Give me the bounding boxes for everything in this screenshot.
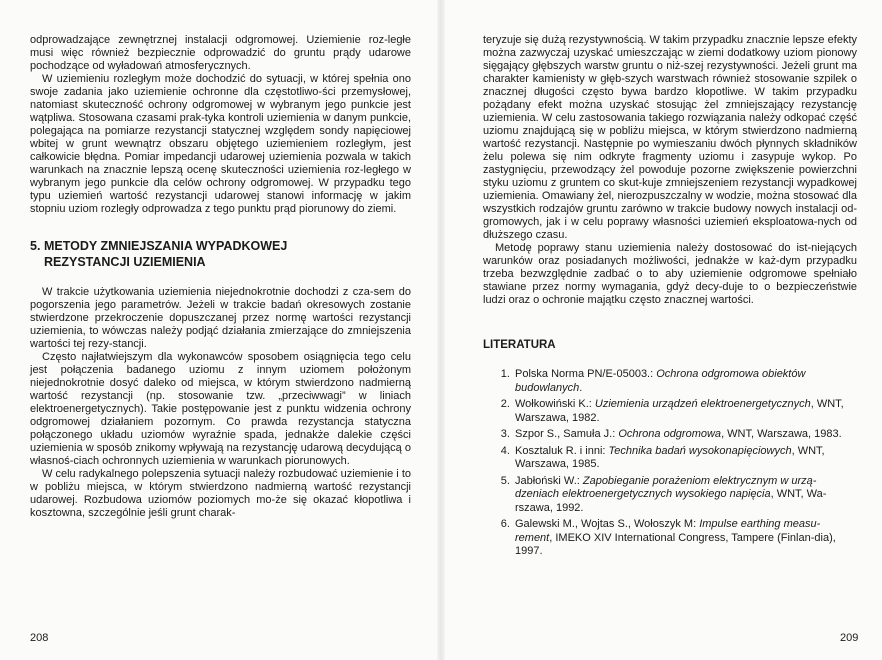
paragraph: W trakcie użytkowania uziemienia niejednokrotnie dochodzi z cza-sem do pogorszenia jego parametrów. Jeżeli w trakcie badań okresowych zostanie stwierdzone przekroczenie dopuszczanej przez normę wartości rezystancji uziemienia, to wówczas należy podjąć działania zmierzające do zmniejszenia wartości tej rezy-stancji.	[30, 286, 411, 350]
page-number-left: 208	[30, 632, 49, 644]
paragraph: teryzuje się dużą rezystywnością. W takim przypadku znacznie lepsze efekty można zazwyczaj uzyskać umieszczając w ziemi dodatkowy uziom pionowy sięgający głębszych warstw gruntu o niż-szej rezystywności. Jeżeli grunt ma charakter kamienisty w głęb-szych warstwach również stosowanie szpilek o znacznej długości często bywa bardzo kłopotliwe. W takim przypadku pożądany efekt można uzyskać stosując żel zmniejszający rezystancję uziemienia. W celu zastosowania takiego rozwiązania należy odkopać część uziomu znajdującą się w pobliżu miejsca, w którym stwierdzono nadmierną wartość rezystancji. Następnie po wymieszaniu dwóch płynnych składników żelu polewa się nim odkryte fragmenty uziomu i zasypuje wykop. Po zastygnięciu, przewodzący żel powoduje pozorne zwiększenie powierzchni styku uziomu z gruntem co skut-kuje zmniejszeniem rezystancji wypadkowej uziemienia. Omawiany żel, nierozpuszczalny w wodzie, można stosować dla wszystkich rodzajów gruntu zarówno w trakcie budowy nowych instalacji od-gromowych, jak i w celu poprawy własności uziemień eksploatowa-nych od dłuższego czasu.	[483, 34, 857, 241]
book-gutter	[437, 0, 445, 660]
reference-item: 6. Galewski M., Wojtas S., Wołoszyk M: Impulse earthing measu-rement, IMEKO XIV International Congress, Tampere (Finlan-dia), 1997.	[513, 518, 857, 559]
reference-item: 1. Polska Norma PN/E-05003.: Ochrona odgromowa obiektów budowlanych.	[513, 368, 857, 395]
section-title-line2: REZYSTANCJI UZIEMIENIA	[44, 255, 206, 269]
reference-item: 5. Jabłoński W.: Zapobieganie porażeniom elektrycznym w urzą-dzeniach elektroenergetycznych wysokiego napięcia, WNT, Wa-rszawa, 1992.	[513, 475, 857, 516]
paragraph: Często najłatwiejszym dla wykonawców sposobem osiągnięcia tego celu jest połączenia badanego uziomu z innym uziomem położonym niejednokrotnie dosyć daleko od miejsca, w którym stwierdzono nadmierną wartość rezystancji (np. stosowanie tzw. „przeciwwagi” w liniach elektroenergetycznych). Takie postępowanie jest z punktu widzenia ochrony odgromowej działaniem pozornym. Co prawda rezystancja statyczna połączonego układu uziomów wyraźnie spada, jednakże dalekie części uziemienia w sposób znikomy wpływają na rezystancję udarową decydującą o własnoś-ciach ochronnych uziemienia w warunkach piorunowych.	[30, 351, 411, 467]
left-column	[30, 34, 411, 520]
reference-item: 3. Szpor S., Samuła J.: Ochrona odgromowa, WNT, Warszawa, 1983.	[513, 428, 857, 442]
page-number-right: 209	[840, 632, 859, 644]
section-title-line1: METODY ZMNIEJSZANIA WYPADKOWEJ	[44, 239, 288, 253]
reference-item: 4. Kosztaluk R. i inni: Technika badań wysokonapięciowych, WNT, Warszawa, 1985.	[513, 445, 857, 472]
section-heading	[30, 238, 411, 270]
literature-heading: LITERATURA	[483, 339, 556, 351]
paragraph: Metodę poprawy stanu uziemienia należy dostosować do ist-niejących warunków oraz posiadanych możliwości, jednakże w każ-dym przypadku trzeba bezwzględnie zadbać o to aby uziemienie odgromowe spełniało stawiane przez normy wymagania, gdyż decy-duje to o bezpieczeństwie ludzi oraz o ochronie majątku często znacznej wartości.	[483, 242, 857, 306]
reference-item: 2. Wołkowiński K.: Uziemienia urządzeń elektroenergetycznych, WNT, Warszawa, 1982.	[513, 398, 857, 425]
right-column	[483, 34, 857, 562]
reference-list	[483, 368, 857, 559]
paragraph: W uziemieniu rozległym może dochodzić do sytuacji, w której spełnia ono swoje zadania jako uziemienie ochronne dla częstotliwo-ści przemysłowej, natomiast skuteczność ochrony odgromowej w wybranym jego punkcie jest wątpliwa. Stosowana czasami prak-tyka kontroli uziemienia w danym punkcie, polegająca na pomiarze rezystancji statycznej względem sondy napięciowej wbitej w grunt wewnątrz obszaru objętego uziemieniem rozległym, jest całkowicie błędna. Pomiar impedancji udarowej uziemienia pozwala w takich warunkach na znacznie lepszą ocenę skuteczności uziemienia roz-ległego w wybranym jego punkcie dla celów ochrony odgromowej. W przypadku tego typu uziemień wartość rezystancji udarowej stanowi informację w jakim stopniu uziom rozległy odprowadza z tego punktu prąd piorunowy do ziemi.	[30, 73, 411, 215]
paragraph: odprowadzające zewnętrznej instalacji odgromowej. Uziemienie roz-ległe musi więc również bezpiecznie odprowadzić do gruntu prądy udarowe pochodzące od wyładowań atmosferycznych.	[30, 34, 411, 72]
section-number: 5.	[30, 239, 41, 253]
paragraph: W celu radykalnego polepszenia sytuacji należy rozbudować uziemienie i to w pobliżu miejsca, w którym stwierdzono nadmierną wartość rezystancji udarowej. Rozbudowa uziomów poziomych mo-że się okazać kłopotliwa i kosztowna, szczególnie jeśli grunt charak-	[30, 468, 411, 519]
